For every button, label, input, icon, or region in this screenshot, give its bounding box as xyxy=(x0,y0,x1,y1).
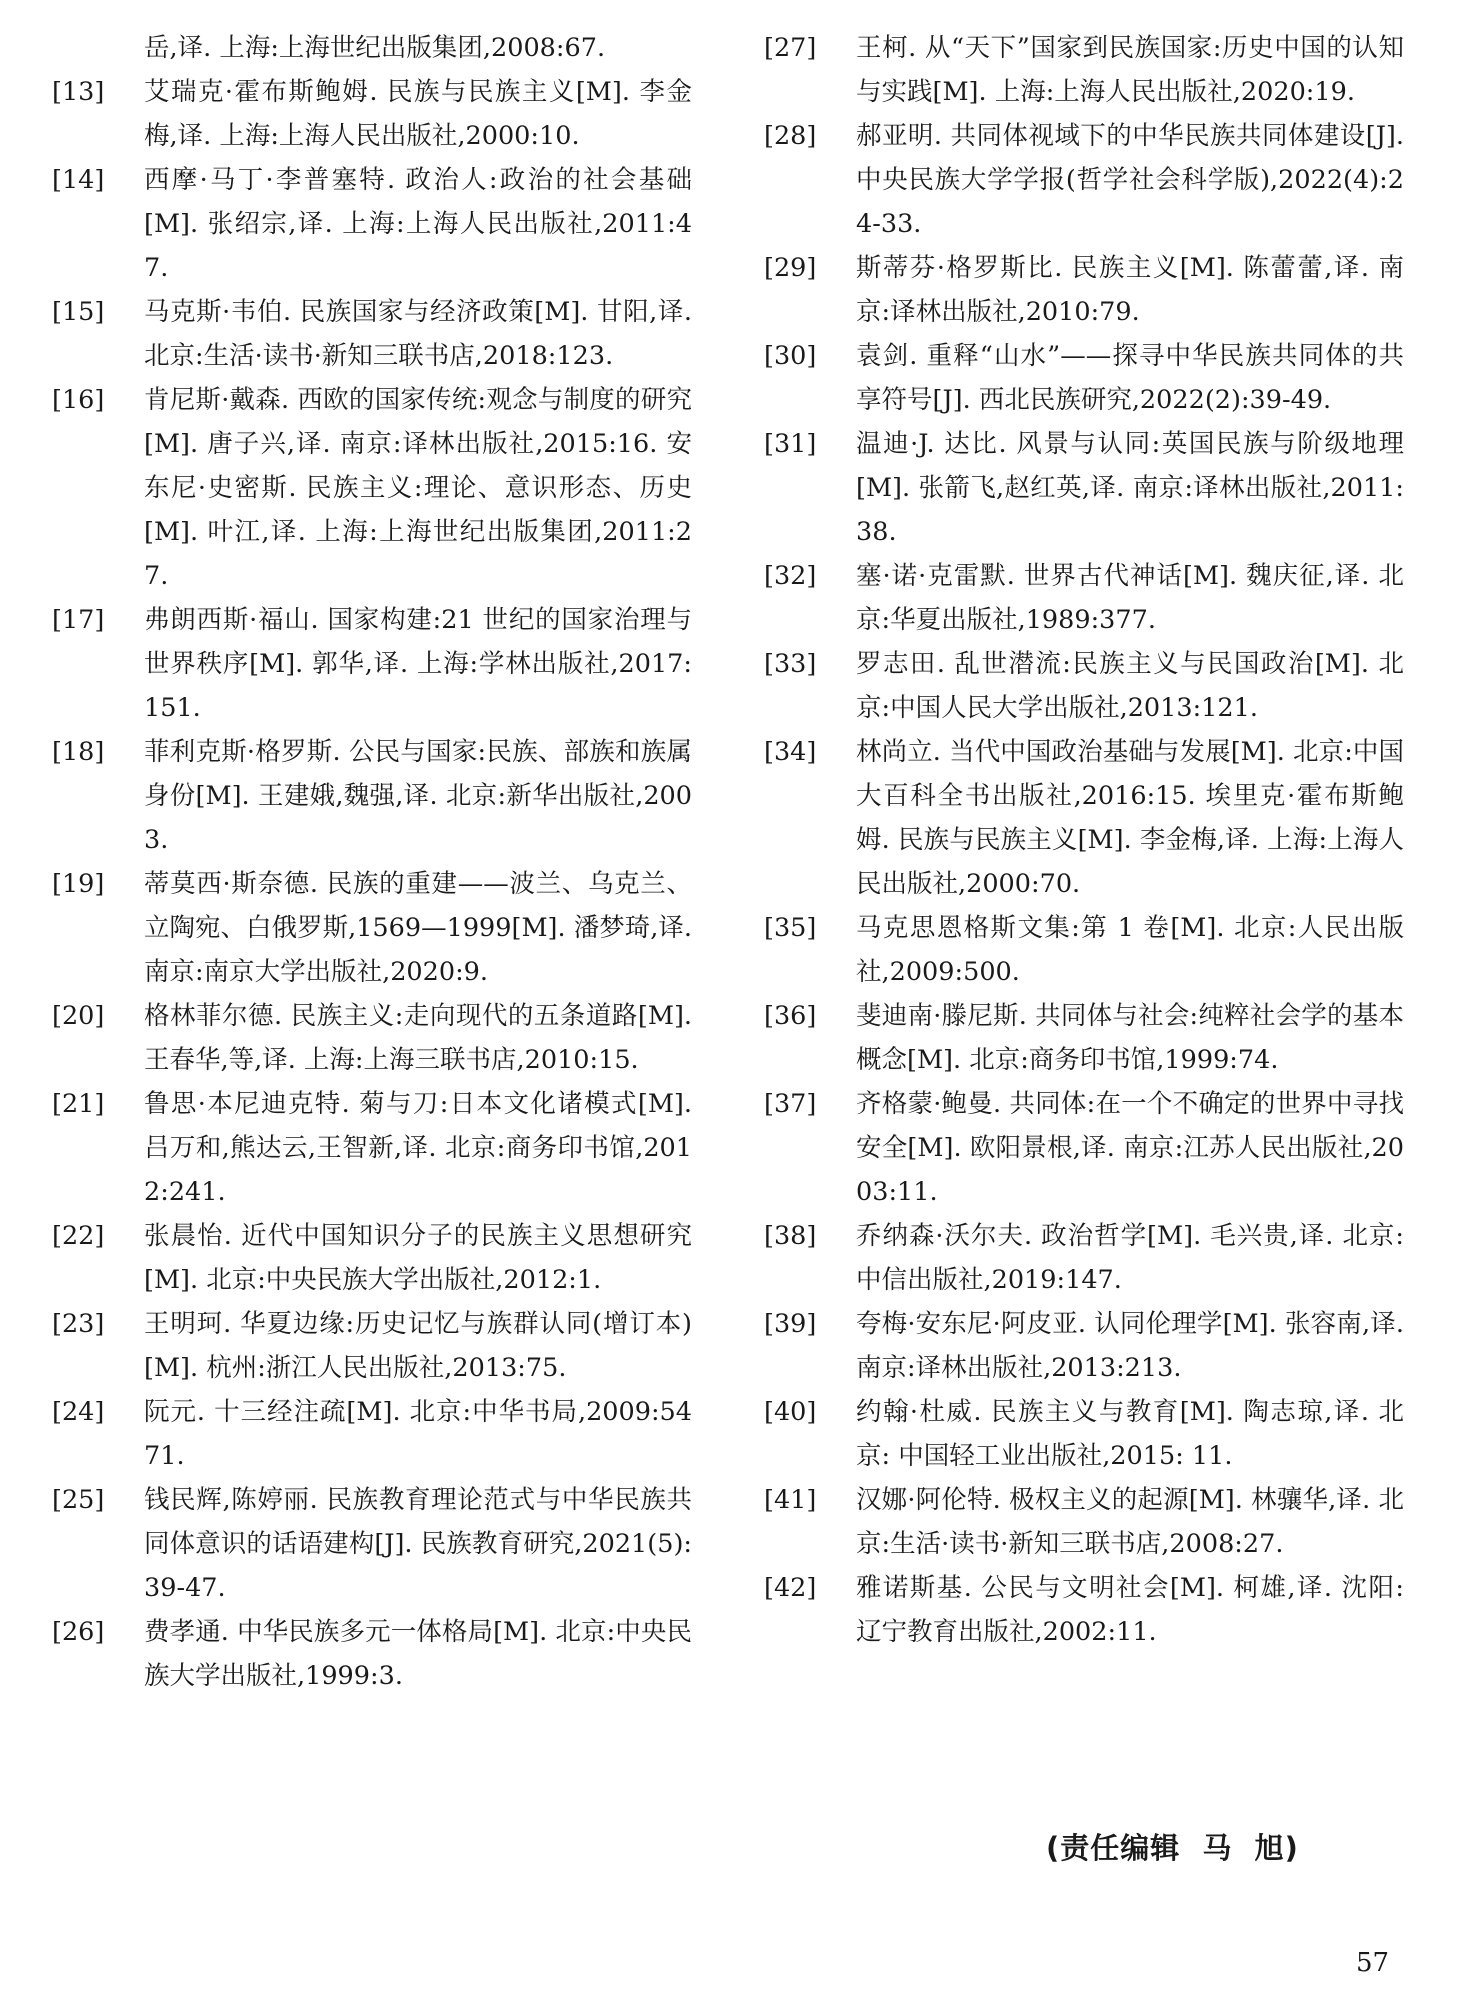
reference-text: 弗朗西斯·福山. 国家构建:21 世纪的国家治理与世界秩序[M]. 郭华,译. 上海:学林出版社,2017:151. xyxy=(144,605,692,723)
reference-item xyxy=(764,1390,1404,1478)
reference-item xyxy=(764,114,1404,246)
reference-number: [22] xyxy=(52,1221,105,1251)
reference-number: [27] xyxy=(764,33,817,63)
reference-text: 汉娜·阿伦特. 极权主义的起源[M]. 林骧华,译. 北京:生活·读书·新知三联书店,2008:27. xyxy=(856,1485,1404,1559)
reference-text: 西摩·马丁·李普塞特. 政治人:政治的社会基础[M]. 张绍宗,译. 上海:上海人民出版社,2011:47. xyxy=(144,165,692,283)
reference-text: 王明珂. 华夏边缘:历史记忆与族群认同(增订本)[M]. 杭州:浙江人民出版社,2013:75. xyxy=(144,1309,692,1383)
reference-item xyxy=(764,1214,1404,1302)
reference-item xyxy=(52,1390,692,1478)
reference-number: [42] xyxy=(764,1573,817,1603)
reference-item xyxy=(52,70,692,158)
reference-item xyxy=(52,1478,692,1610)
reference-item xyxy=(764,1566,1404,1654)
reference-item xyxy=(52,290,692,378)
reference-number: [13] xyxy=(52,77,105,107)
reference-text: 阮元. 十三经注疏[M]. 北京:中华书局,2009:5471. xyxy=(144,1397,692,1471)
reference-text: 塞·诺·克雷默. 世界古代神话[M]. 魏庆征,译. 北京:华夏出版社,1989:377. xyxy=(856,561,1404,635)
reference-number: [32] xyxy=(764,561,817,591)
reference-number: [34] xyxy=(764,737,817,767)
reference-number: [35] xyxy=(764,913,817,943)
reference-number: [21] xyxy=(52,1089,105,1119)
reference-text: 张晨怡. 近代中国知识分子的民族主义思想研究[M]. 北京:中央民族大学出版社,2012:1. xyxy=(144,1221,692,1295)
reference-number: [38] xyxy=(764,1221,817,1251)
reference-number: [30] xyxy=(764,341,817,371)
reference-item xyxy=(52,378,692,598)
reference-text: 罗志田. 乱世潜流:民族主义与民国政治[M]. 北京:中国人民大学出版社,2013:121. xyxy=(856,649,1404,723)
reference-number: [28] xyxy=(764,121,817,151)
reference-item xyxy=(764,1302,1404,1390)
reference-text: 王柯. 从“天下”国家到民族国家:历史中国的认知与实践[M]. 上海:上海人民出版社,2020:19. xyxy=(856,33,1404,107)
reference-number: [39] xyxy=(764,1309,817,1339)
reference-item xyxy=(764,1478,1404,1566)
reference-number: [26] xyxy=(52,1617,105,1647)
reference-item xyxy=(764,246,1404,334)
page-number: 57 xyxy=(1356,1948,1390,1978)
reference-text: 夸梅·安东尼·阿皮亚. 认同伦理学[M]. 张容南,译. 南京:译林出版社,2013:213. xyxy=(856,1309,1404,1383)
reference-number: [33] xyxy=(764,649,817,679)
right-reference-list xyxy=(764,26,1404,1654)
reference-text: 肯尼斯·戴森. 西欧的国家传统:观念与制度的研究[M]. 唐子兴,译. 南京:译林出版社,2015:16. 安东尼·史密斯. 民族主义:理论、意识形态、历史[M]. 叶江,译. 上海:上海世纪出版集团,2011:27. xyxy=(144,385,692,591)
reference-text: 郝亚明. 共同体视域下的中华民族共同体建设[J]. 中央民族大学学报(哲学社会科学版),2022(4):24-33. xyxy=(856,121,1404,239)
reference-number: [25] xyxy=(52,1485,105,1515)
reference-number: [23] xyxy=(52,1309,105,1339)
reference-text: 鲁思·本尼迪克特. 菊与刀:日本文化诸模式[M]. 吕万和,熊达云,王智新,译. 北京:商务印书馆,2012:241. xyxy=(144,1089,692,1207)
reference-number: [17] xyxy=(52,605,105,635)
reference-number: [37] xyxy=(764,1089,817,1119)
reference-text: 齐格蒙·鲍曼. 共同体:在一个不确定的世界中寻找安全[M]. 欧阳景根,译. 南京:江苏人民出版社,2003:11. xyxy=(856,1089,1404,1207)
reference-number: [19] xyxy=(52,869,105,899)
reference-item xyxy=(52,158,692,290)
reference-text: 林尚立. 当代中国政治基础与发展[M]. 北京:中国大百科全书出版社,2016:15. 埃里克·霍布斯鲍姆. 民族与民族主义[M]. 李金梅,译. 上海:上海人民出版社,2000:70. xyxy=(856,737,1404,899)
reference-item xyxy=(764,334,1404,422)
reference-number: [16] xyxy=(52,385,105,415)
reference-number: [36] xyxy=(764,1001,817,1031)
reference-number: [15] xyxy=(52,297,105,327)
reference-item xyxy=(764,422,1404,554)
reference-item xyxy=(764,906,1404,994)
reference-text: 斐迪南·滕尼斯. 共同体与社会:纯粹社会学的基本概念[M]. 北京:商务印书馆,1999:74. xyxy=(856,1001,1404,1075)
reference-text: 格林菲尔德. 民族主义:走向现代的五条道路[M]. 王春华,等,译. 上海:上海三联书店,2010:15. xyxy=(144,1001,692,1075)
reference-number: [24] xyxy=(52,1397,105,1427)
reference-continuation: 岳,译. 上海:上海世纪出版集团,2008:67. xyxy=(144,33,606,63)
left-column xyxy=(52,26,692,1698)
reference-number: [18] xyxy=(52,737,105,767)
left-reference-list xyxy=(52,70,692,1698)
reference-number: [31] xyxy=(764,429,817,459)
reference-text: 费孝通. 中华民族多元一体格局[M]. 北京:中央民族大学出版社,1999:3. xyxy=(144,1617,692,1691)
reference-number: [41] xyxy=(764,1485,817,1515)
reference-item xyxy=(52,730,692,862)
right-column xyxy=(764,26,1404,1654)
reference-text: 钱民辉,陈婷丽. 民族教育理论范式与中华民族共同体意识的话语建构[J]. 民族教育研究,2021(5):39-47. xyxy=(144,1485,692,1603)
reference-item xyxy=(764,1082,1404,1214)
reference-text: 约翰·杜威. 民族主义与教育[M]. 陶志琼,译. 北京: 中国轻工业出版社,2015: 11. xyxy=(856,1397,1404,1471)
reference-text: 蒂莫西·斯奈德. 民族的重建——波兰、乌克兰、立陶宛、白俄罗斯,1569—1999[M]. 潘梦琦,译. 南京:南京大学出版社,2020:9. xyxy=(144,869,692,987)
reference-text: 袁剑. 重释“山水”——探寻中华民族共同体的共享符号[J]. 西北民族研究,2022(2):39-49. xyxy=(856,341,1404,415)
reference-text: 马克思恩格斯文集:第 1 卷[M]. 北京:人民出版社,2009:500. xyxy=(856,913,1404,987)
reference-item xyxy=(764,730,1404,906)
reference-item xyxy=(52,598,692,730)
reference-item xyxy=(52,1610,692,1698)
editor-note: (责任编辑 马 旭) xyxy=(1046,1831,1299,1865)
reference-text: 艾瑞克·霍布斯鲍姆. 民族与民族主义[M]. 李金梅,译. 上海:上海人民出版社,2000:10. xyxy=(144,77,692,151)
reference-number: [20] xyxy=(52,1001,105,1031)
reference-text: 温迪·J. 达比. 风景与认同:英国民族与阶级地理[M]. 张箭飞,赵红英,译. 南京:译林出版社,2011:38. xyxy=(856,429,1404,547)
reference-item xyxy=(764,994,1404,1082)
reference-item xyxy=(764,26,1404,114)
reference-item xyxy=(52,1214,692,1302)
reference-number: [29] xyxy=(764,253,817,283)
reference-number: [40] xyxy=(764,1397,817,1427)
reference-text: 乔纳森·沃尔夫. 政治哲学[M]. 毛兴贵,译. 北京:中信出版社,2019:147. xyxy=(856,1221,1404,1295)
reference-text: 斯蒂芬·格罗斯比. 民族主义[M]. 陈蕾蕾,译. 南京:译林出版社,2010:79. xyxy=(856,253,1404,327)
reference-text: 菲利克斯·格罗斯. 公民与国家:民族、部族和族属身份[M]. 王建娥,魏强,译. 北京:新华出版社,2003. xyxy=(144,737,692,855)
reference-item xyxy=(764,642,1404,730)
reference-text: 雅诺斯基. 公民与文明社会[M]. 柯雄,译. 沈阳: 辽宁教育出版社,2002:11. xyxy=(856,1573,1404,1647)
reference-item xyxy=(52,994,692,1082)
reference-text: 马克斯·韦伯. 民族国家与经济政策[M]. 甘阳,译. 北京:生活·读书·新知三联书店,2018:123. xyxy=(144,297,692,371)
reference-item xyxy=(52,862,692,994)
reference-number: [14] xyxy=(52,165,105,195)
reference-item xyxy=(52,1082,692,1214)
reference-item xyxy=(52,1302,692,1390)
reference-item xyxy=(764,554,1404,642)
